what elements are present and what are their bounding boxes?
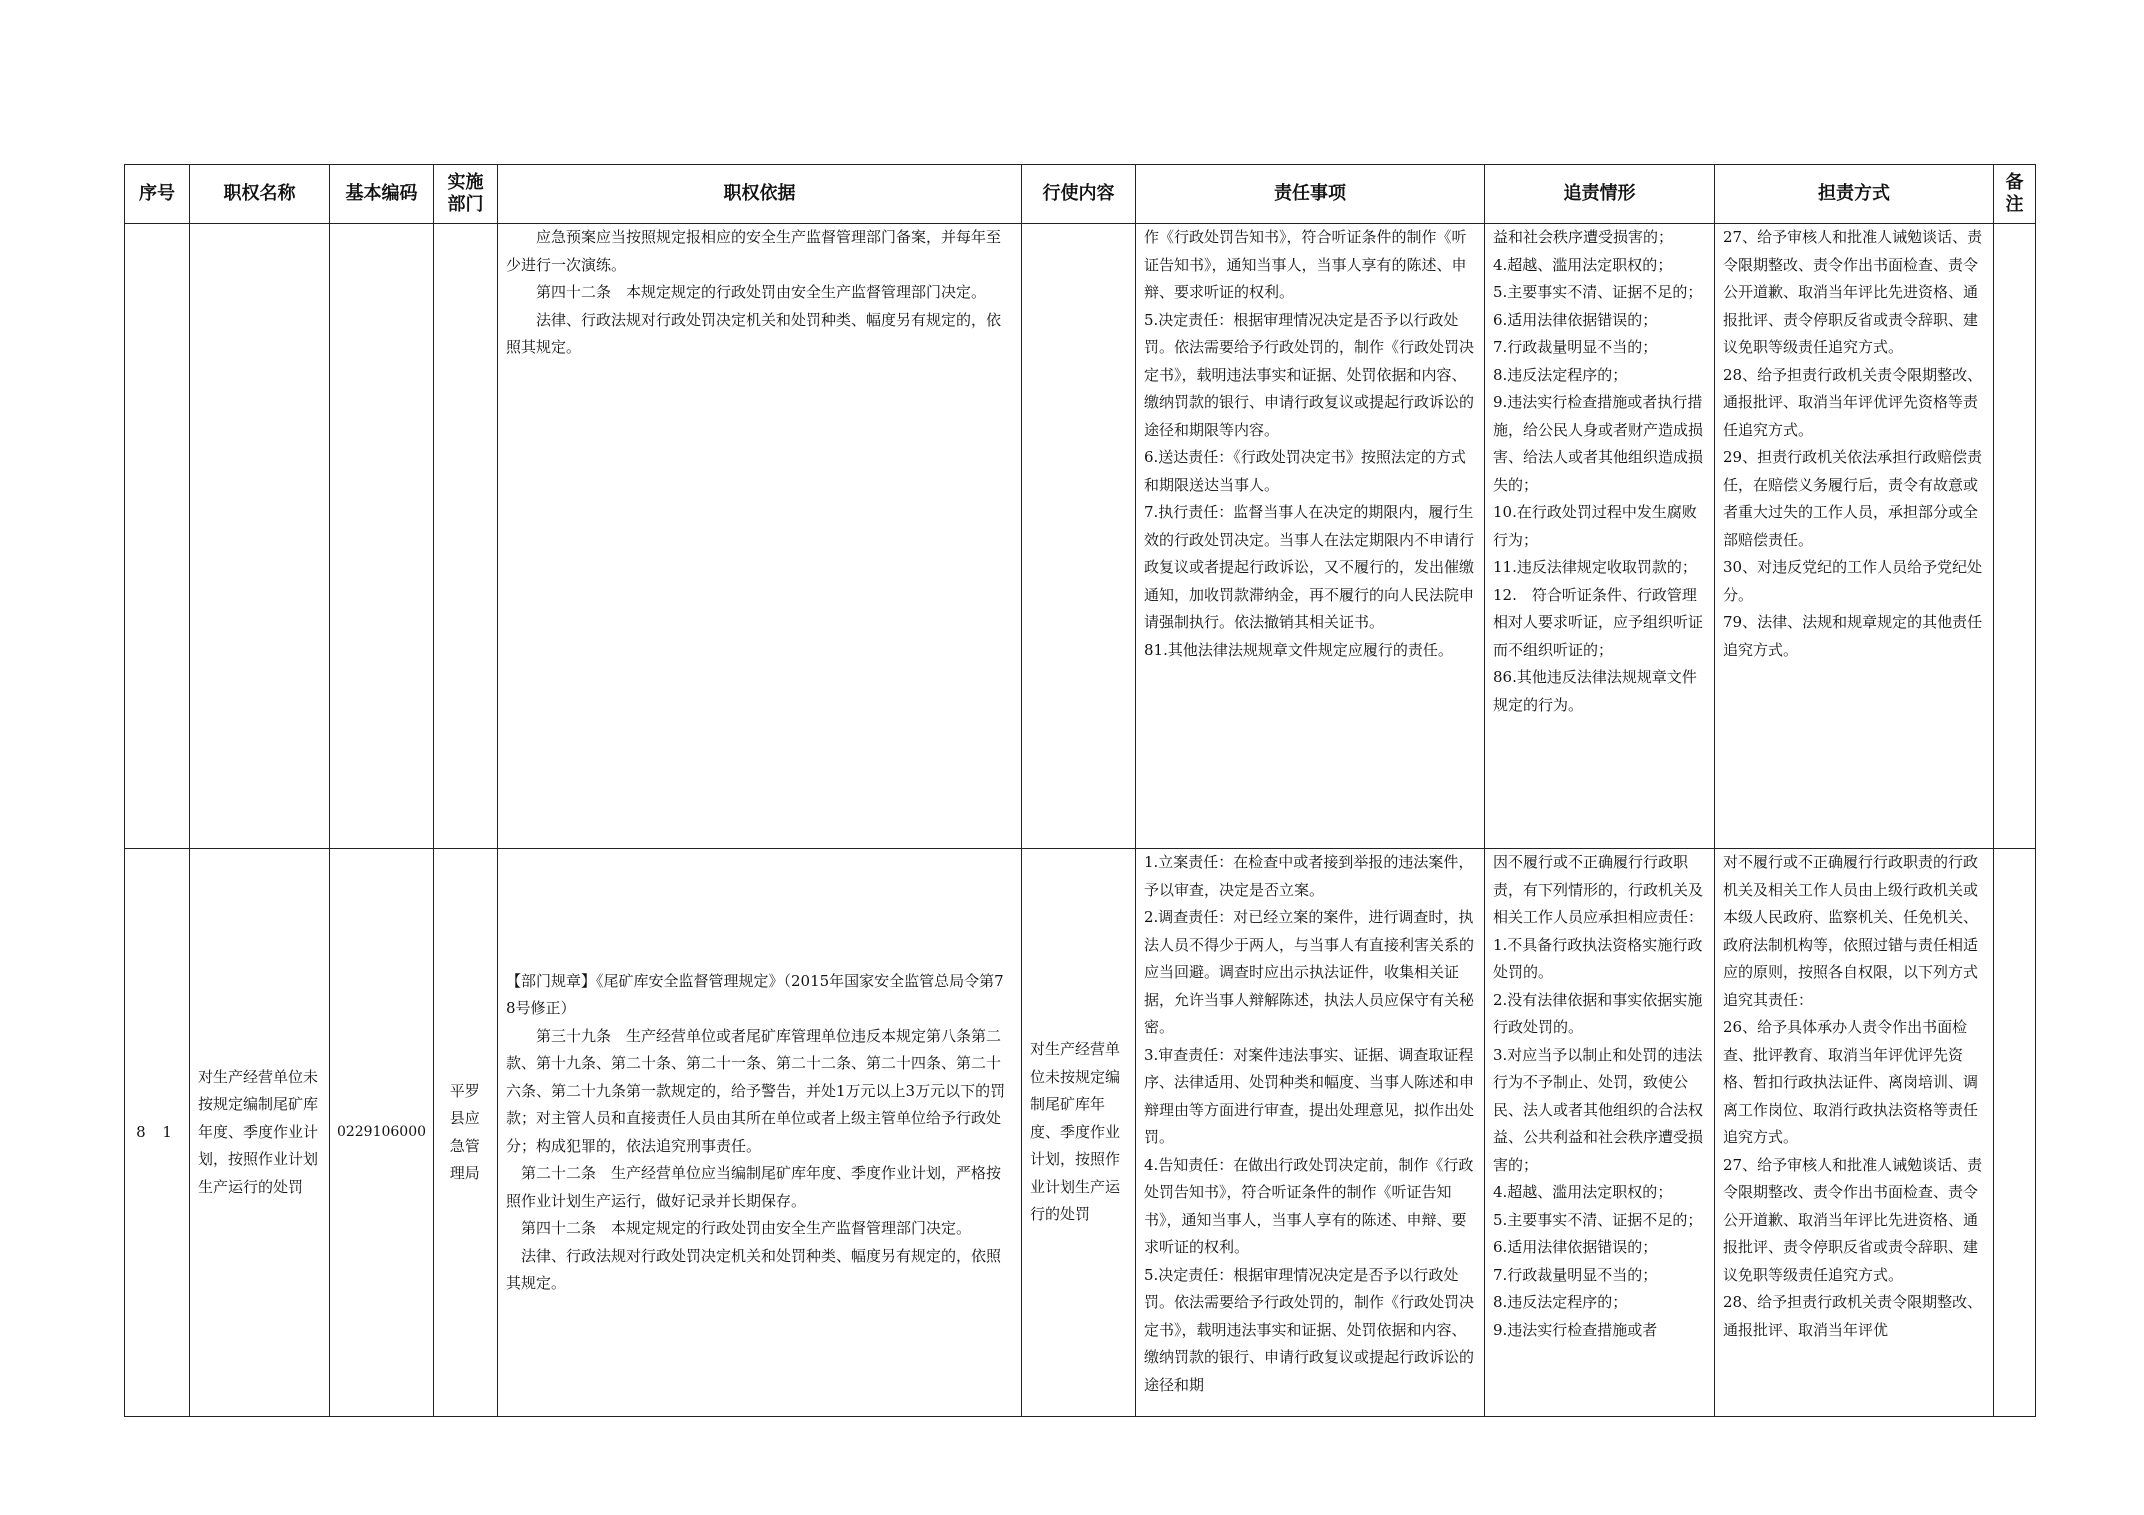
- row2-acc-7: 7.行政裁量明显不当的；: [1493, 1265, 1658, 1284]
- row1-acc-3: 6.适用法律依据错误的；: [1493, 310, 1658, 329]
- row2-remark: [1994, 849, 2036, 1417]
- row2-dept: 平罗县应急管理局: [434, 849, 498, 1417]
- row2-resp-0: 对不履行或不正确履行行政职责的行政机关及相关工作人员由上级行政机关或本级人民政府、监察机关、任免机关、政府法制机构等，依照过错与责任相适应的原则，按照各自权限，以下列方式追究其责任：: [1723, 853, 1979, 1009]
- header-row: [125, 165, 2036, 224]
- row1-duty-2: 6.送达责任：《行政处罚决定书》按照法定的方式和期限送达当事人。: [1144, 448, 1466, 494]
- row2-acc-5: 5.主要事实不清、证据不足的；: [1493, 1210, 1703, 1229]
- row2-resp-3: 28、给予担责行政机关责令限期整改、通报批评、取消当年评优: [1723, 1293, 1983, 1339]
- row1-seq: [125, 224, 190, 849]
- header-duty: 责任事项: [1136, 165, 1485, 224]
- row1-basis-p2: 法律、行政法规对行政处罚决定机关和处罚种类、幅度另有规定的，依照其规定。: [506, 310, 1002, 356]
- table-row: [125, 224, 2036, 849]
- row2-seq: 8 1: [125, 849, 190, 1417]
- row2-name: 对生产经营单位未按规定编制尾矿库年度、季度作业计划，按照作业计划生产运行的处罚: [190, 849, 330, 1417]
- row1-resp-2: 29、担责行政机关依法承担行政赔偿责任，在赔偿义务履行后，责令有故意或者重大过失的工作人员，承担部分或全部赔偿责任。: [1723, 448, 1983, 549]
- row2-duty-3: 4.告知责任：在做出行政处罚决定前，制作《行政处罚告知书》，符合听证条件的制作《听证告知书》，通知当事人，当事人享有的陈述、申辩、要求听证的权利。: [1144, 1155, 1474, 1256]
- row2-duty-4: 5.决定责任：根据审理情况决定是否予以行政处罚。依法需要给予行政处罚的，制作《行政处罚决定书》，载明违法事实和证据、处罚依据和内容、缴纳罚款的银行、申请行政复议或提起行政诉讼的途径和期: [1144, 1265, 1475, 1394]
- row2-acc-0: 因不履行或不正确履行行政职责，有下列情形的，行政机关及相关工作人员应承担相应责任：: [1493, 853, 1704, 926]
- row2-duty-0: 1.立案责任：在检查中或者接到举报的违法案件，予以审查，决定是否立案。: [1144, 853, 1474, 899]
- row1-acc-1: 4.超越、滥用法定职权的；: [1493, 255, 1673, 274]
- row1-resp-3: 30、对违反党纪的工作人员给予党纪处分。: [1723, 558, 1983, 604]
- row2-resp-2: 27、给予审核人和批准人诫勉谈话、责令限期整改、责令作出书面检查、责令公开道歉、取消当年评比先进资格、通报批评、责令停职反省或责令辞职、建议免职等级责任追究方式。: [1723, 1155, 1983, 1284]
- header-content: 行使内容: [1022, 165, 1136, 224]
- row2-acc-8: 8.违反法定程序的；: [1493, 1293, 1628, 1311]
- row1-remark: [1994, 224, 2036, 849]
- row1-duty-1: 5.决定责任：根据审理情况决定是否予以行政处罚。依法需要给予行政处罚的，制作《行政处罚决定书》，载明违法事实和证据、处罚依据和内容、缴纳罚款的银行、申请行政复议或提起行政诉讼的途径和期限等内容。: [1144, 310, 1475, 439]
- row2-basis-p4: 法律、行政法规对行政处罚决定机关和处罚种类、幅度另有规定的，依照其规定。: [506, 1246, 1002, 1292]
- row2-acc-4: 4.超越、滥用法定职权的；: [1493, 1183, 1673, 1201]
- row2-duty-2: 3.审查责任：对案件违法事实、证据、调查取证程序、法律适用、处罚种类和幅度、当事人陈述和申辩理由等方面进行审查，提出处理意见，拟作出处罚。: [1144, 1045, 1475, 1146]
- row2-resp-1: 26、给予具体承办人责令作出书面检查、批评教育、取消当年评优评先资格、暂扣行政执法证件、离岗培训、调离工作岗位、取消行政执法资格等责任追究方式。: [1723, 1018, 1979, 1146]
- row2-duty-1: 2.调查责任：对已经立案的案件，进行调查时，执法人员不得少于两人，与当事人有直接利害关系的应当回避。调查时应出示执法证件，收集相关证据，允许当事人辩解陈述，执法人员应保守有关秘密。: [1144, 908, 1475, 1036]
- row1-acc-8: 11.违反法律规定收取罚款的；: [1493, 558, 1697, 576]
- row2-duty: [1136, 849, 1485, 1417]
- row1-basis: [498, 224, 1022, 849]
- table-row: [125, 849, 2036, 1417]
- header-basis: 职权依据: [498, 165, 1022, 224]
- row2-acc-1: 1.不具备行政执法资格实施行政处罚的。: [1493, 935, 1703, 981]
- row1-acc-6: 9.违法实行检查措施或者执行措施，给公民人身或者财产造成损害、给法人或者其他组织造成损失的；: [1493, 393, 1704, 494]
- row1-resp-1: 28、给予担责行政机关责令限期整改、通报批评、取消当年评优评先资格等责任追究方式。: [1723, 365, 1983, 439]
- row2-basis-p2: 第二十二条 生产经营单位应当编制尾矿库年度、季度作业计划，严格按照作业计划生产运行，做好记录并长期保存。: [506, 1164, 1002, 1210]
- row2-acc-9: 9.违法实行检查措施或者: [1493, 1320, 1658, 1339]
- row1-duty-4: 81.其他法律法规规章文件规定应履行的责任。: [1144, 640, 1453, 659]
- row1-acc-10: 86.其他违反法律法规规章文件规定的行为。: [1493, 668, 1697, 714]
- header-name: 职权名称: [190, 165, 330, 224]
- header-accountability: 追责情形: [1485, 165, 1715, 224]
- row1-resp-4: 79、法律、法规和规章规定的其他责任追究方式。: [1723, 613, 1983, 659]
- row2-acc-3: 3.对应当予以制止和处罚的违法行为不予制止、处罚，致使公民、法人或者其他组织的合法权益、公共利益和社会秩序遭受损害的；: [1493, 1045, 1704, 1174]
- row2-basis-p1: 第三十九条 生产经营单位或者尾矿库管理单位违反本规定第八条第二款、第十九条、第二十条、第二十一条、第二十二条、第二十四条、第二十六条、第二十九条第一款规定的，给予警告，并处1万元以上3万元以下的罚款；对主管人员和直接责任人员由其所在单位或者上级主管单位给予行政处分；构成犯罪的，依法追究刑事责任。: [506, 1026, 1006, 1155]
- row2-content: 对生产经营单位未按规定编制尾矿库年度、季度作业计划，按照作业计划生产运行的处罚: [1022, 849, 1136, 1417]
- row1-acc-4: 7.行政裁量明显不当的；: [1493, 338, 1658, 356]
- row1-acc-9: 12. 符合听证条件、行政管理相对人要求听证，应予组织听证而不组织听证的；: [1493, 585, 1704, 659]
- row1-acc-7: 10.在行政处罚过程中发生腐败行为；: [1493, 503, 1697, 549]
- header-dept: 实施部门: [434, 165, 498, 224]
- row2-code: 0229106000: [330, 849, 434, 1417]
- row2-basis: [498, 849, 1022, 1417]
- header-responsibility: 担责方式: [1715, 165, 1994, 224]
- row1-basis-p0: 应急预案应当按照规定报相应的安全生产监督管理部门备案，并每年至少进行一次演练。: [506, 228, 1002, 274]
- header-seq: 序号: [125, 165, 190, 224]
- authority-table: [124, 164, 2036, 1417]
- row1-accountability: [1485, 224, 1715, 849]
- row1-duty-0: 作《行政处罚告知书》，符合听证条件的制作《听证告知书》，通知当事人，当事人享有的陈述、申辩、要求听证的权利。: [1144, 228, 1467, 301]
- row1-name: [190, 224, 330, 849]
- row1-acc-0: 益和社会秩序遭受损害的；: [1493, 228, 1674, 246]
- row2-accountability: [1485, 849, 1715, 1417]
- row1-code: [330, 224, 434, 849]
- header-code: 基本编码: [330, 165, 434, 224]
- row2-basis-p0: 【部门规章】《尾矿库安全监督管理规定》（2015年国家安全监管总局令第78号修正）: [506, 971, 1004, 1017]
- row2-basis-p3: 第四十二条 本规定规定的行政处罚由安全生产监督管理部门决定。: [521, 1219, 972, 1237]
- row1-responsibility: [1715, 224, 1994, 849]
- row1-acc-5: 8.违反法定程序的；: [1493, 365, 1628, 384]
- row1-content: [1022, 224, 1136, 849]
- header-remark: 备注: [1994, 165, 2036, 224]
- row2-acc-2: 2.没有法律依据和事实依据实施行政处罚的。: [1493, 990, 1703, 1036]
- row2-acc-6: 6.适用法律依据错误的；: [1493, 1238, 1658, 1256]
- row1-acc-2: 5.主要事实不清、证据不足的；: [1493, 283, 1703, 301]
- row1-resp-0: 27、给予审核人和批准人诫勉谈话、责令限期整改、责令作出书面检查、责令公开道歉、取消当年评比先进资格、通报批评、责令停职反省或责令辞职、建议免职等级责任追究方式。: [1723, 228, 1983, 356]
- row1-basis-p1: 第四十二条 本规定规定的行政处罚由安全生产监督管理部门决定。: [536, 283, 987, 301]
- row1-duty-3: 7.执行责任：监督当事人在决定的期限内，履行生效的行政处罚决定。当事人在法定期限内不申请行政复议或者提起行政诉讼，又不履行的，发出催缴通知，加收罚款滞纳金，再不履行的向人民法院申请强制执行。依法撤销其相关证书。: [1144, 503, 1475, 631]
- row2-responsibility: [1715, 849, 1994, 1417]
- row1-duty: [1136, 224, 1485, 849]
- row1-dept: [434, 224, 498, 849]
